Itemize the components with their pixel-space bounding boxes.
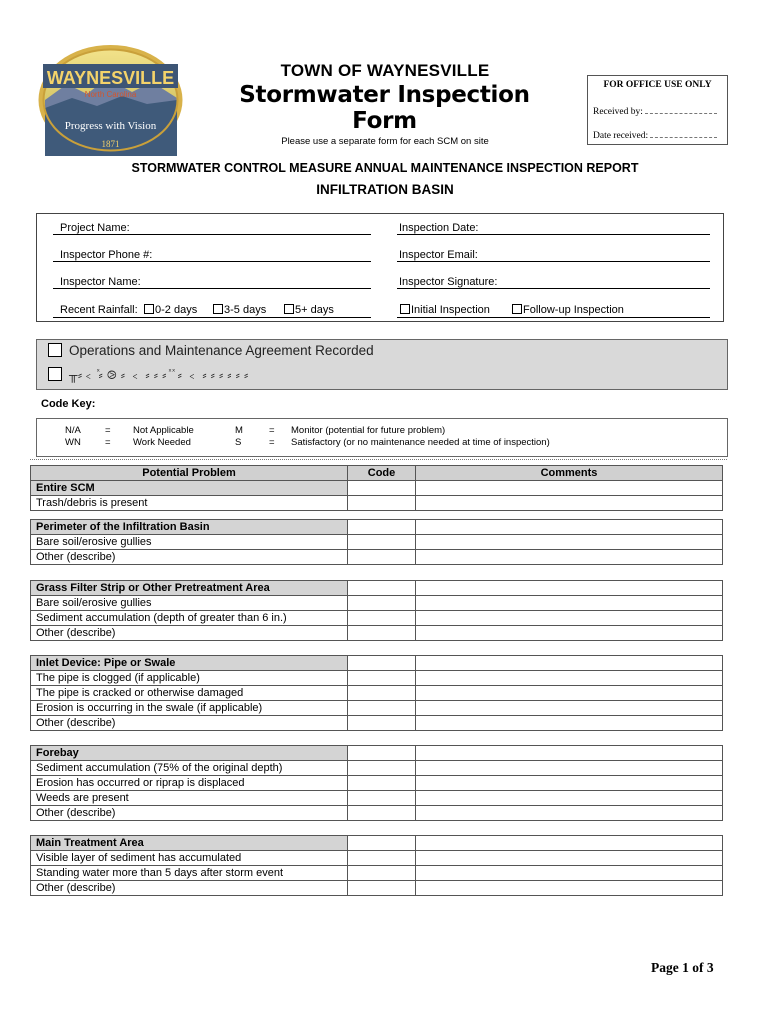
problem-label: Other (describe) [31, 550, 348, 565]
table-row [31, 806, 723, 821]
comment-cell[interactable] [416, 611, 723, 626]
project-info-box [36, 213, 724, 322]
code-cell[interactable] [348, 791, 416, 806]
form-note: Please use a separate form for each SCM on site [281, 136, 489, 147]
comment-cell[interactable] [416, 776, 723, 791]
table-row [31, 866, 723, 881]
code-cell[interactable] [348, 701, 416, 716]
col-header-comments: Comments [416, 466, 723, 481]
report-subtitle: INFILTRATION BASIN [316, 182, 454, 197]
code-cell[interactable] [348, 686, 416, 701]
key-code: M [235, 425, 243, 436]
comment-cell[interactable] [416, 535, 723, 550]
inspection-date-field[interactable] [397, 234, 710, 235]
comment-cell[interactable] [416, 596, 723, 611]
key-code: S [235, 437, 242, 448]
code-cell[interactable] [348, 866, 416, 881]
table-row [31, 611, 723, 626]
key-eq: = [105, 425, 111, 436]
section-title: Forebay [31, 746, 348, 761]
table-row [31, 496, 723, 511]
code-cell[interactable] [348, 550, 416, 565]
comment-cell[interactable] [416, 716, 723, 731]
office-use-title: FOR OFFICE USE ONLY [603, 80, 712, 90]
inspector-email-field[interactable] [397, 261, 710, 262]
page-number: Page 1 of 3 [651, 960, 714, 975]
problem-label: Visible layer of sediment has accumulated [31, 851, 348, 866]
code-cell[interactable] [348, 581, 416, 596]
problem-label: The pipe is cracked or otherwise damaged [31, 686, 348, 701]
rainfall-0-2-checkbox[interactable]: 0-2 days [144, 304, 197, 316]
table-row [31, 761, 723, 776]
code-key-box [36, 418, 728, 457]
inspector-phone-label: Inspector Phone #: [60, 249, 153, 261]
table-row [31, 701, 723, 716]
table-row [31, 596, 723, 611]
code-cell[interactable] [348, 776, 416, 791]
code-cell[interactable] [348, 851, 416, 866]
logo-name: WAYNESVILLE [46, 68, 175, 88]
key-code: N/A [65, 425, 81, 436]
separator [30, 459, 727, 460]
form-title: Stormwater Inspection Form [239, 82, 530, 134]
recent-rainfall-label: Recent Rainfall: [60, 304, 138, 316]
code-cell[interactable] [348, 806, 416, 821]
key-eq: = [269, 437, 275, 448]
code-cell[interactable] [348, 535, 416, 550]
comment-cell[interactable] [416, 866, 723, 881]
comment-cell[interactable] [416, 481, 723, 496]
comment-cell[interactable] [416, 761, 723, 776]
key-desc: Satisfactory (or no maintenance needed at time of inspection) [291, 437, 550, 448]
comment-cell[interactable] [416, 496, 723, 511]
problem-label: Bare soil/erosive gullies [31, 535, 348, 550]
problem-label: Standing water more than 5 days after storm event [31, 866, 348, 881]
town-logo [37, 44, 184, 156]
comment-cell[interactable] [416, 746, 723, 761]
comment-cell[interactable] [416, 656, 723, 671]
table-row [31, 776, 723, 791]
inspection-table-2 [30, 519, 723, 565]
logo-state: North Carolina [84, 90, 137, 99]
problem-label: Sediment accumulation (depth of greater than 6 in.) [31, 611, 348, 626]
code-cell[interactable] [348, 596, 416, 611]
key-eq: = [269, 425, 275, 436]
inspection-date-label: Inspection Date: [399, 222, 479, 234]
code-cell[interactable] [348, 626, 416, 641]
key-eq: = [105, 437, 111, 448]
comment-cell[interactable] [416, 581, 723, 596]
code-cell[interactable] [348, 496, 416, 511]
section-title: Grass Filter Strip or Other Pretreatment Area [31, 581, 348, 596]
code-cell[interactable] [348, 520, 416, 535]
section-title: Entire SCM [31, 481, 348, 496]
inspector-signature-field[interactable] [397, 288, 710, 289]
comment-cell[interactable] [416, 550, 723, 565]
comment-cell[interactable] [416, 881, 723, 896]
comment-cell[interactable] [416, 701, 723, 716]
comment-cell[interactable] [416, 791, 723, 806]
comment-cell[interactable] [416, 806, 723, 821]
agreement-recorded-label: Operations and Maintenance Agreement Recorded [69, 343, 374, 358]
problem-label: Erosion has occurred or riprap is displaced [31, 776, 348, 791]
section-title: Main Treatment Area [31, 836, 348, 851]
inspector-phone-field[interactable] [53, 261, 371, 262]
code-cell[interactable] [348, 836, 416, 851]
problem-label: Bare soil/erosive gullies [31, 596, 348, 611]
key-desc: Not Applicable [133, 425, 194, 436]
code-key-label: Code Key: [41, 398, 96, 410]
inspection-table-5 [30, 745, 723, 821]
agreement-box [36, 339, 728, 390]
comment-cell[interactable] [416, 836, 723, 851]
checkbox-icon [48, 343, 62, 357]
initial-inspection-checkbox[interactable]: Initial Inspection [400, 304, 490, 316]
key-code: WN [65, 437, 81, 448]
checkbox-icon [48, 367, 62, 381]
code-cell[interactable] [348, 671, 416, 686]
problem-label: Other (describe) [31, 716, 348, 731]
rainfall-5-plus-checkbox[interactable]: 5+ days [284, 304, 334, 316]
agreement-second-checkbox[interactable] [48, 366, 249, 383]
agreement-recorded-checkbox[interactable] [48, 343, 374, 358]
problem-label: Trash/debris is present [31, 496, 348, 511]
town-title: TOWN OF WAYNESVILLE [280, 61, 490, 80]
rainfall-line [53, 317, 371, 318]
inspection-table-6 [30, 835, 723, 896]
code-cell[interactable] [348, 746, 416, 761]
inspection-table-4 [30, 655, 723, 731]
code-cell[interactable] [348, 761, 416, 776]
table-row [31, 550, 723, 565]
comment-cell[interactable] [416, 851, 723, 866]
code-cell[interactable] [348, 611, 416, 626]
col-header-code: Code [348, 466, 416, 481]
inspector-name-label: Inspector Name: [60, 276, 141, 288]
logo-motto: Progress with Vision [64, 120, 157, 132]
logo-year: 1871 [101, 139, 120, 149]
followup-inspection-checkbox[interactable]: Follow-up Inspection [512, 304, 624, 316]
project-name-label: Project Name: [60, 222, 130, 234]
inspector-name-field[interactable] [53, 288, 371, 289]
comment-cell[interactable] [416, 626, 723, 641]
problem-label: Erosion is occurring in the swale (if applicable) [31, 701, 348, 716]
table-row [31, 881, 723, 896]
table-row [31, 671, 723, 686]
section-title: Perimeter of the Infiltration Basin [31, 520, 348, 535]
inspection-table-1 [30, 465, 723, 511]
problem-label: Sediment accumulation (75% of the original depth) [31, 761, 348, 776]
problem-label: Other (describe) [31, 881, 348, 896]
code-cell[interactable] [348, 881, 416, 896]
date-received-field[interactable] [593, 129, 717, 141]
office-use-box [587, 75, 728, 145]
problem-label: Weeds are present [31, 791, 348, 806]
comment-cell[interactable] [416, 671, 723, 686]
agreement-second-label: ╥⸗﹤ ⷯ⸗ ⧁ ⸗ ﹤ ⸗ ⸗ ⸗ ⷯ ⷯ ⸗ ﹤ ⸗ ⸗ ⸗ ⸗ ⸗ ⸗ [69, 368, 249, 382]
date-received-label: Date received: [593, 131, 649, 141]
table-row [31, 791, 723, 806]
table-row [31, 535, 723, 550]
rainfall-3-5-checkbox[interactable]: 3-5 days [213, 304, 266, 316]
comment-cell[interactable] [416, 686, 723, 701]
inspector-signature-label: Inspector Signature: [399, 276, 498, 288]
problem-label: The pipe is clogged (if applicable) [31, 671, 348, 686]
col-header-problem: Potential Problem [31, 466, 348, 481]
code-cell[interactable] [348, 656, 416, 671]
inspection-type-line [397, 317, 710, 318]
code-cell[interactable] [348, 716, 416, 731]
key-desc: Work Needed [133, 437, 191, 448]
key-desc: Monitor (potential for future problem) [291, 425, 446, 436]
comment-cell[interactable] [416, 520, 723, 535]
received-by-field[interactable] [593, 105, 717, 117]
problem-label: Other (describe) [31, 626, 348, 641]
section-title: Inlet Device: Pipe or Swale [31, 656, 348, 671]
received-by-label: Received by: [593, 107, 643, 117]
table-row [31, 716, 723, 731]
table-row [31, 851, 723, 866]
report-title: STORMWATER CONTROL MEASURE ANNUAL MAINTENANCE INSPECTION REPORT [131, 161, 639, 175]
problem-label: Other (describe) [31, 806, 348, 821]
code-cell[interactable] [348, 481, 416, 496]
inspection-table-3 [30, 580, 723, 641]
table-row [31, 626, 723, 641]
inspector-email-label: Inspector Email: [399, 249, 478, 261]
table-row [31, 686, 723, 701]
project-name-field[interactable] [53, 234, 371, 235]
